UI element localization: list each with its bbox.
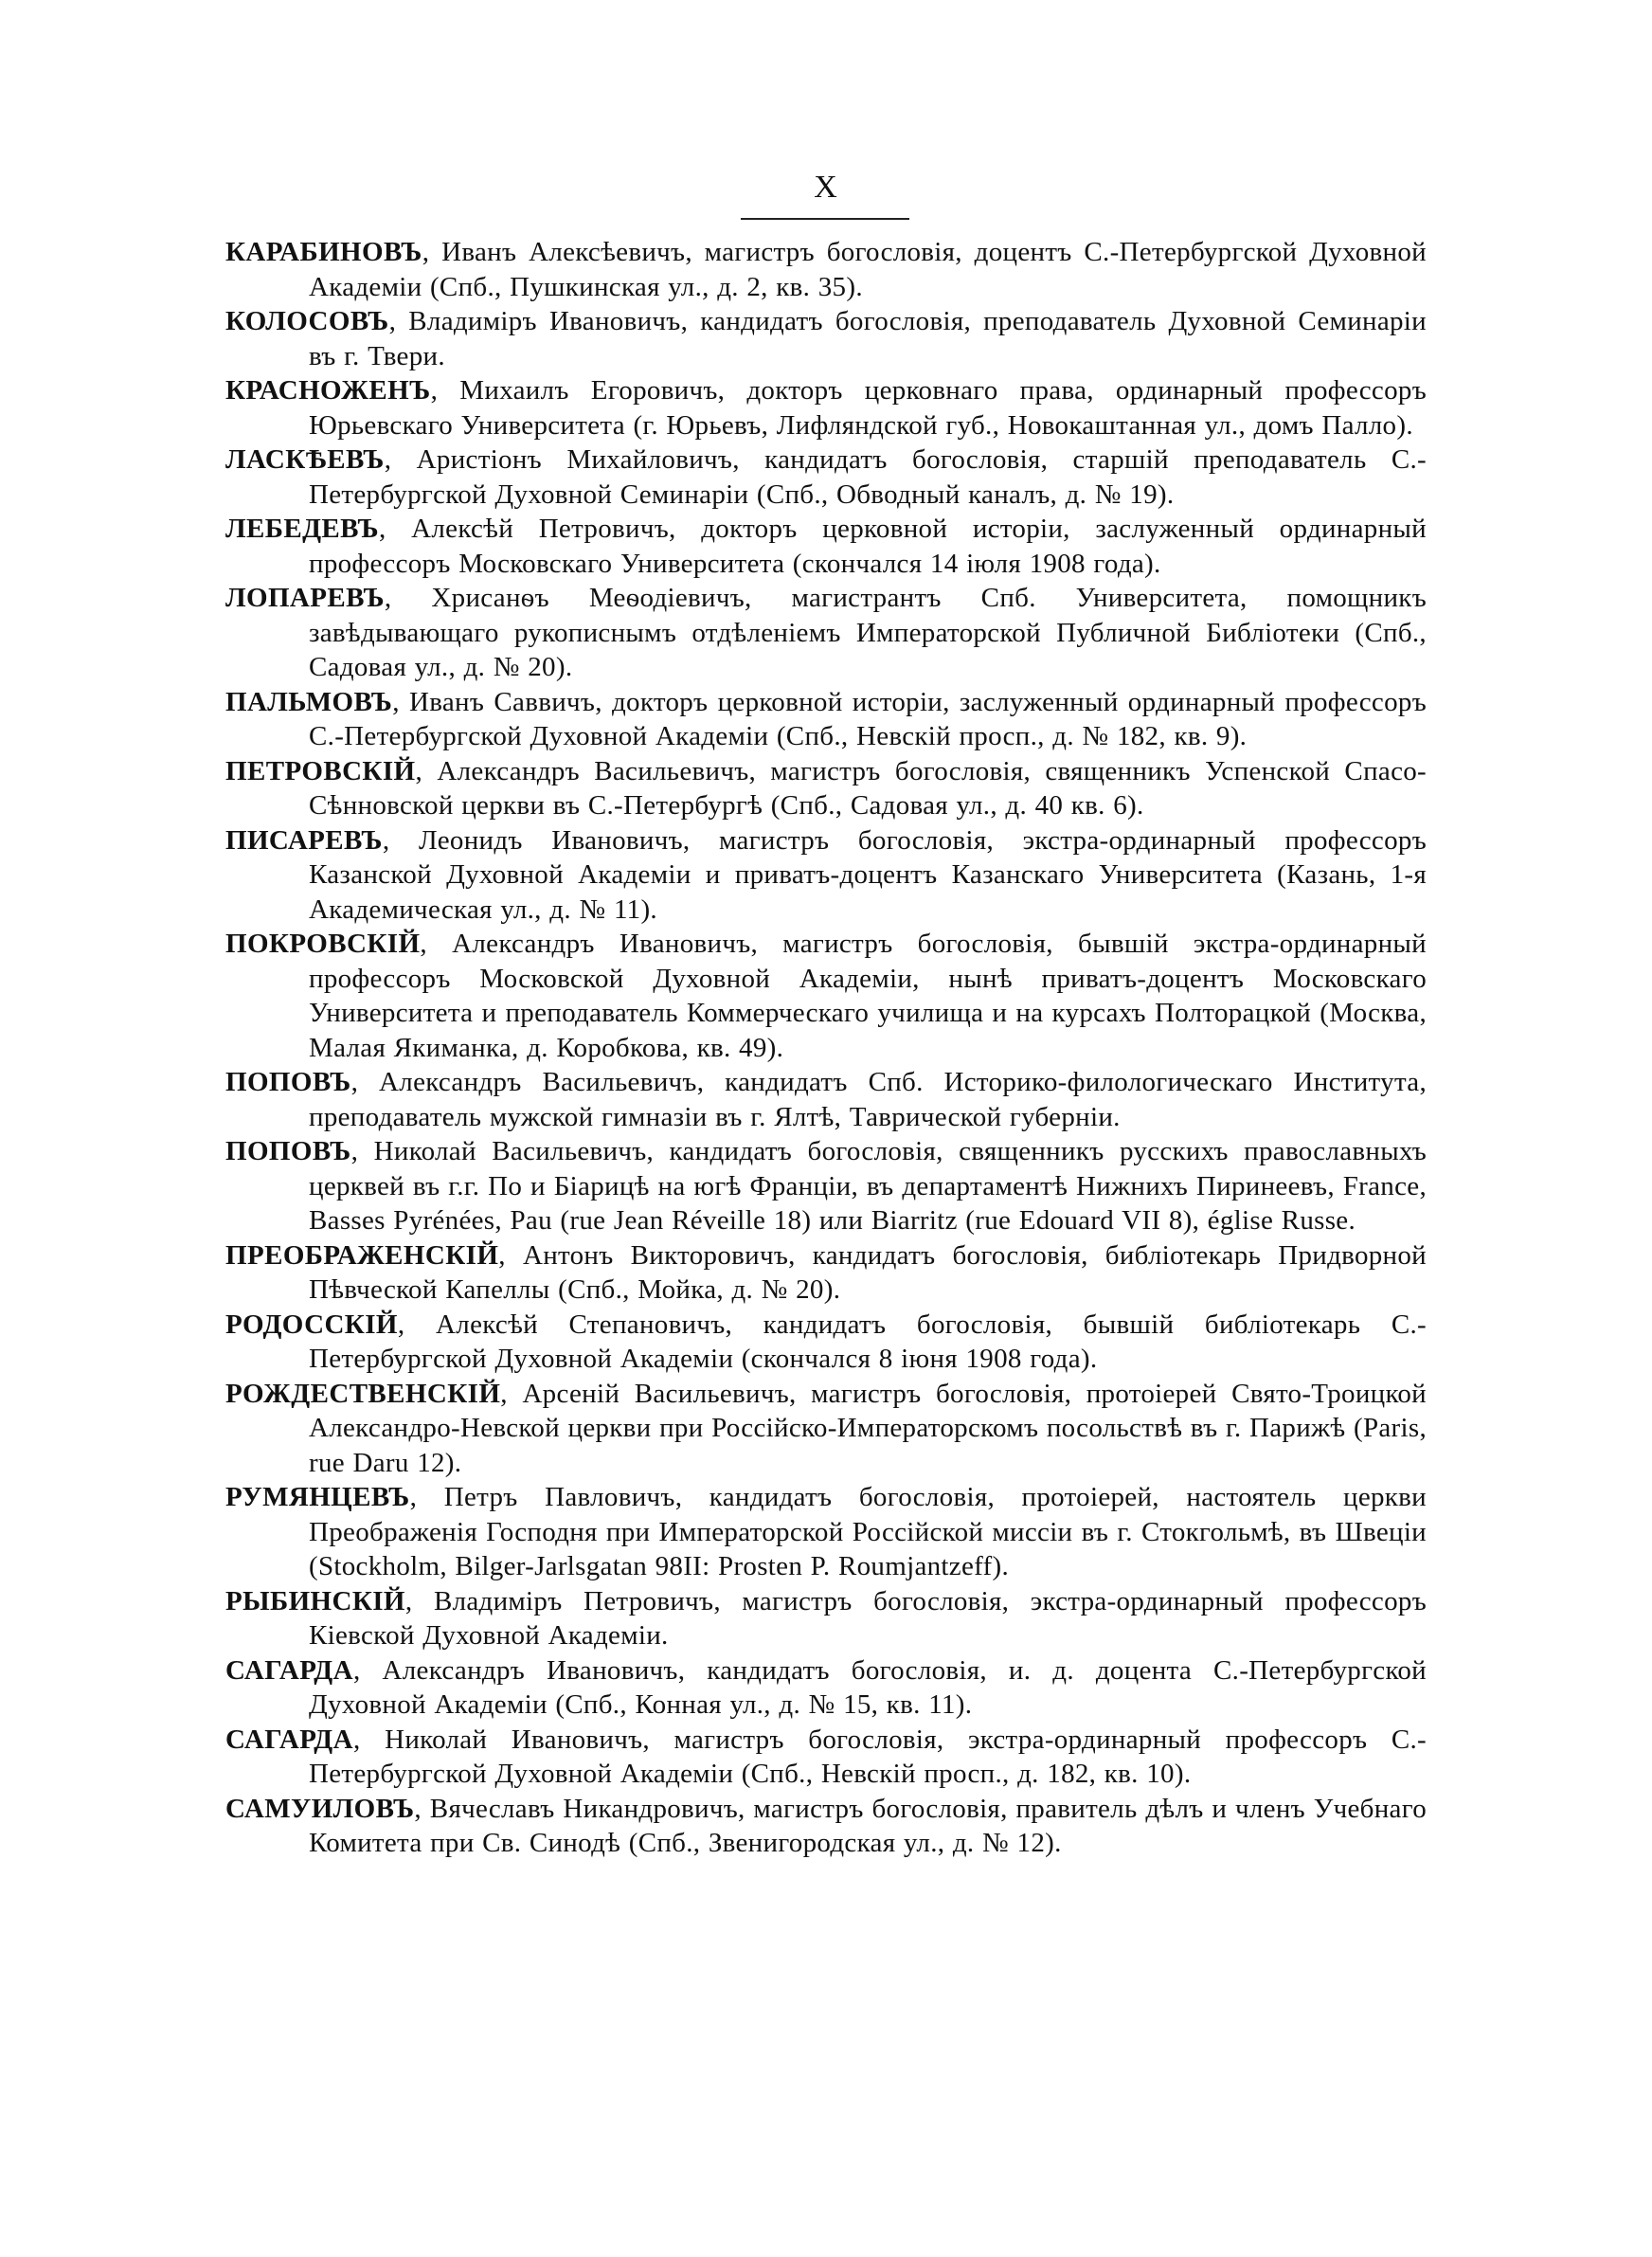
entry-surname: ПОПОВЪ: [225, 1136, 351, 1166]
list-entry: [225, 1134, 1427, 1238]
entry-surname: САГАРДА: [225, 1654, 353, 1686]
entry-text: , Алексѣй Петровичъ, докторъ церковной исторіи, заслуженный ординарный профессоръ Московскаго Университета (скончался 14 іюля 1908 года).: [309, 514, 1427, 579]
entry-surname: ПОПОВЪ: [225, 1067, 351, 1097]
entry-surname: КРАСНОЖЕНЪ: [225, 375, 431, 406]
entry-text: , Николай Васильевичъ, кандидатъ богословія, священникъ русскихъ православныхъ церквей въ г.г. По и Біарицѣ на югѣ Франціи, въ департаментѣ Нижнихъ Пиринеевъ, France, Basses Pyrénées, Pau (rue Jean Réveille 18) или Biarritz (rue Edouard VII 8), église Russe.: [309, 1136, 1427, 1236]
list-entry: [225, 1238, 1427, 1308]
list-entry: [225, 1065, 1427, 1134]
entry-text: , Александръ Ивановичъ, магистръ богословія, бывшій экстра-ординарный профессоръ Московской Духовной Академіи, нынѣ приватъ-доцентъ Московскаго Университета и преподаватель Коммерческаго училища и на курсахъ Полторацкой (Москва, Малая Якиманка, д. Коробкова, кв. 49).: [309, 929, 1427, 1063]
entry-text: , Хрисанѳъ Меѳодіевичъ, магистрантъ Спб. Университета, помощникъ завѣдывающаго рукописнымъ отдѣленіемъ Императорской Публичной Библіотеки (Спб., Садовая ул., д. № 20).: [309, 583, 1427, 682]
list-entry: [225, 1480, 1427, 1584]
entry-text: , Владиміръ Петровичъ, магистръ богословія, экстра-ординарный профессоръ Кіевской Духовной Академіи.: [309, 1585, 1427, 1651]
entry-text: , Александръ Васильевичъ, магистръ богословія, священникъ Успенской Спасо-Сѣнновской церкви въ С.-Петербургѣ (Спб., Садовая ул., д. 40 кв. 6).: [309, 755, 1427, 821]
list-entry: [225, 1653, 1427, 1723]
entry-surname: РУМЯНЦЕВЪ: [225, 1482, 410, 1512]
list-entry: [225, 581, 1427, 685]
page-number: X: [814, 170, 838, 205]
entry-text: , Петръ Павловичъ, кандидатъ богословія, протоіерей, настоятель церкви Преображенія Господня при Императорской Россійской миссіи въ г. Стокгольмѣ, въ Швеціи (Stockholm, Bilger-Jarlsgatan 98II: Prosten P. Roumjantzeff).: [309, 1482, 1427, 1581]
entry-surname: ПРЕОБРАЖЕНСКІЙ: [225, 1239, 499, 1271]
entry-text: , Николай Ивановичъ, магистръ богословія, экстра-ординарный профессоръ С.-Петербургской Духовной Академіи (Спб., Невскій просп., д. 182, кв. 10).: [309, 1724, 1427, 1789]
entry-surname: РЫБИНСКІЙ: [225, 1585, 405, 1616]
entry-text: , Владиміръ Ивановичъ, кандидатъ богословія, преподаватель Духовной Семинаріи въ г. Твери.: [309, 306, 1427, 371]
entry-surname: ЛОПАРЕВЪ: [225, 583, 385, 613]
entry-surname: САМУИЛОВЪ: [225, 1793, 415, 1824]
entry-surname: ПИСАРЕВЪ: [225, 824, 383, 856]
entry-surname: САГАРДА: [225, 1724, 353, 1755]
entry-text: , Алексѣй Степановичъ, кандидатъ богословія, бывшій библіотекарь С.-Петербургской Духовной Академіи (скончался 8 іюня 1908 года).: [309, 1309, 1427, 1374]
entry-text: , Александръ Васильевичъ, кандидатъ Спб. Историко-филологическаго Института, преподаватель мужской гимназіи въ г. Ялтѣ, Таврической губерніи.: [309, 1067, 1427, 1132]
list-entry: [225, 1377, 1427, 1481]
entry-surname: РОДОССКІЙ: [225, 1309, 398, 1340]
entry-surname: ЛАСКѢЕВЪ: [225, 444, 385, 475]
list-entry: [225, 442, 1427, 512]
entry-surname: ПОКРОВСКІЙ: [225, 929, 421, 959]
entry-text: , Иванъ Алексѣевичъ, магистръ богословія, доцентъ С.-Петербургской Духовной Академіи (Спб., Пушкинская ул., д. 2, кв. 35).: [309, 237, 1427, 302]
entry-surname: КАРАБИНОВЪ: [225, 237, 422, 267]
entry-surname: ПАЛЬМОВЪ: [225, 686, 393, 717]
entry-surname: РОЖДЕСТВЕНСКІЙ: [225, 1378, 501, 1409]
entry-text: , Аристіонъ Михайловичъ, кандидатъ богословія, старшій преподаватель С.-Петербургской Духовной Семинаріи (Спб., Обводный каналъ, д. № 19).: [309, 444, 1427, 510]
list-entry: [225, 927, 1427, 1065]
entry-surname: ЛЕБЕДЕВЪ: [225, 514, 379, 544]
list-entry: [225, 304, 1427, 373]
entry-text: , Леонидъ Ивановичъ, магистръ богословія, экстра-ординарный профессоръ Казанской Духовной Академіи и приватъ-доцентъ Казанскаго Университета (Казань, 1-я Академическая ул., д. № 11).: [309, 824, 1427, 925]
list-entry: [225, 1792, 1427, 1861]
list-entry: [225, 235, 1427, 304]
entries-list: [225, 235, 1427, 1861]
entry-text: , Антонъ Викторовичъ, кандидатъ богословія, библіотекарь Придворной Пѣвческой Капеллы (Спб., Мойка, д. № 20).: [309, 1239, 1427, 1305]
entry-text: , Арсеній Васильевичъ, магистръ богословія, протоіерей Свято-Троицкой Александро-Невской церкви при Россійско-Императорскомъ посольствѣ въ г. Парижѣ (Paris, rue Daru 12).: [309, 1378, 1427, 1478]
list-entry: [225, 685, 1427, 754]
entry-surname: ПЕТРОВСКІЙ: [225, 755, 416, 786]
list-entry: [225, 1723, 1427, 1792]
list-entry: [225, 512, 1427, 581]
entry-text: , Иванъ Саввичъ, докторъ церковной исторіи, заслуженный ординарный профессоръ С.-Петербургской Духовной Академіи (Спб., Невскій просп., д. № 182, кв. 9).: [309, 686, 1427, 751]
entry-text: , Михаилъ Егоровичъ, докторъ церковнаго права, ординарный профессоръ Юрьевскаго Университета (г. Юрьевъ, Лифляндской губ., Новокаштанная ул., домъ Палло).: [309, 375, 1427, 441]
list-entry: [225, 1584, 1427, 1653]
list-entry: [225, 754, 1427, 823]
list-entry: [225, 373, 1427, 442]
entry-text: , Александръ Ивановичъ, кандидатъ богословія, и. д. доцента С.-Петербургской Духовной Академіи (Спб., Конная ул., д. № 15, кв. 11).: [309, 1654, 1427, 1720]
list-entry: [225, 1308, 1427, 1377]
entry-surname: КОЛОСОВЪ: [225, 306, 389, 336]
entry-text: , Вячеславъ Никандровичъ, магистръ богословія, правитель дѣлъ и членъ Учебнаго Комитета при Св. Синодѣ (Спб., Звенигородская ул., д. № 12).: [309, 1793, 1427, 1858]
list-entry: [225, 823, 1427, 928]
page-number-rule: [741, 218, 909, 220]
